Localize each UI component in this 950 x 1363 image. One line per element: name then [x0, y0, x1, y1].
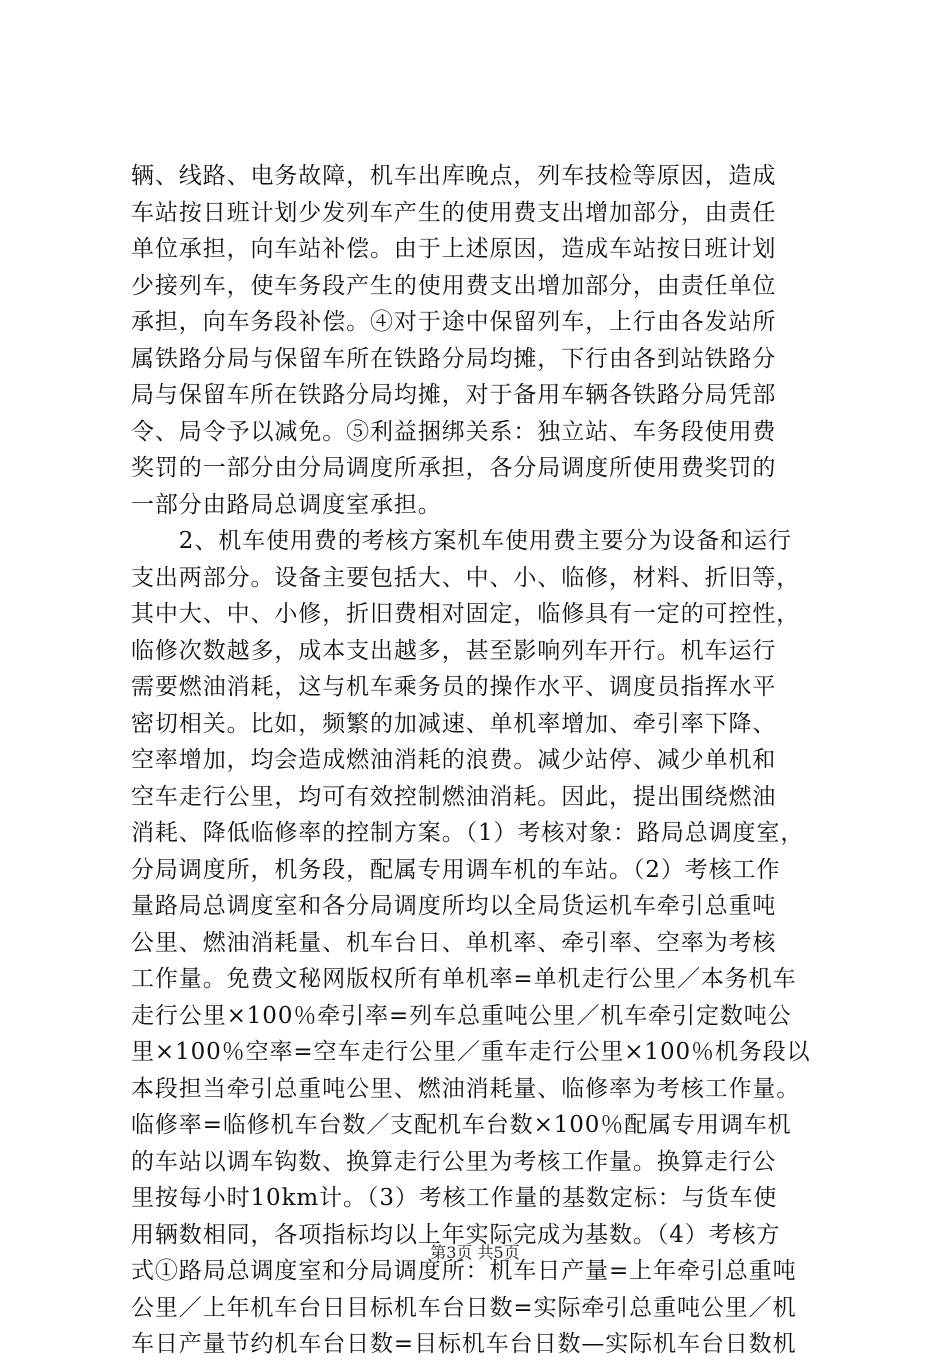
page-number: 第3页 共5页: [430, 1243, 520, 1262]
text-line: 本段担当牵引总重吨公里、燃油消耗量、临修率为考核工作量。: [131, 1075, 801, 1102]
text-line: 辆、线路、电务故障，机车出库晚点，列车技检等原因，造成: [131, 163, 777, 189]
text-line: 需要燃油消耗，这与机车乘务员的操作水平、调度员指挥水平: [131, 674, 777, 700]
text-line: 公里、燃油消耗量、机车台日、单机率、牵引率、空率为考核: [131, 929, 777, 956]
text-line: 一部分由路局总调度室承担。: [131, 491, 442, 518]
page-footer: [0, 1240, 950, 1263]
text-line: 的车站以调车钩数、换算走行公里为考核工作量。换算走行公: [131, 1148, 777, 1175]
text-line: 走行公里×100％牵引率=列车总重吨公里／机车牵引定数吨公: [131, 1002, 792, 1029]
text-line: 密切相关。比如，频繁的加减速、单机率增加、牵引率下降、: [131, 710, 777, 737]
text-line: 承担，向车务段补偿。④对于途中保留列车，上行由各发站所: [131, 309, 777, 335]
text-line: 车站按日班计划少发列车产生的使用费支出增加部分，由责任: [131, 199, 777, 226]
text-line: 少接列车，使车务段产生的使用费支出增加部分，由责任单位: [131, 272, 777, 299]
text-line: 空车走行公里，均可有效控制燃油消耗。因此，提出围绕燃油: [131, 783, 777, 810]
text-line: 其中大、中、小修，折旧费相对固定，临修具有一定的可控性，: [131, 601, 801, 627]
text-line: 工作量。免费文秘网版权所有单机率=单机走行公里／本务机车: [131, 966, 797, 992]
text-line: 用辆数相同，各项指标均以上年实际完成为基数。（4）考核方: [131, 1221, 781, 1248]
text-line: 属铁路分局与保留车所在铁路分局均摊，下行由各到站铁路分: [131, 345, 777, 372]
text-line: 里×100％空率=空车走行公里／重车走行公里×100％机务段以: [131, 1039, 811, 1065]
text-line: 2、机车使用费的考核方案机车使用费主要分为设备和运行: [131, 528, 792, 554]
text-line: 令、局令予以减免。⑤利益捆绑关系：独立站、车务段使用费: [131, 418, 777, 445]
text-line: 式①路局总调度室和分局调度所：机车日产量=上年牵引总重吨: [131, 1258, 797, 1284]
text-line: 临修次数越多，成本支出越多，甚至影响列车开行。机车运行: [131, 637, 777, 664]
text-line: 分局调度所，机务段，配属专用调车机的车站。（2）考核工作: [131, 856, 781, 883]
text-line: 单位承担，向车站补偿。由于上述原因，造成车站按日班计划: [131, 236, 777, 262]
text-line: 奖罚的一部分由分局调度所承担，各分局调度所使用费奖罚的: [131, 455, 777, 481]
text-line: 车日产量节约机车台日数=目标机车台日数—实际机车台日数机: [131, 1331, 797, 1357]
text-line: 支出两部分。设备主要包括大、中、小、临修，材料、折旧等，: [131, 564, 801, 591]
text-line: 公里／上年机车台日目标机车台日数=实际牵引总重吨公里／机: [131, 1294, 797, 1321]
text-line: 里按每小时10km计。（3）考核工作量的基数定标：与货车使: [131, 1185, 778, 1211]
text-line: 空率增加，均会造成燃油消耗的浪费。减少站停、减少单机和: [131, 747, 777, 773]
text-line: 消耗、降低临修率的控制方案。（1）考核对象：路局总调度室，: [131, 820, 805, 846]
body-text: [131, 158, 843, 1363]
text-line: 临修率=临修机车台数／支配机车台数×100％配属专用调车机: [131, 1112, 792, 1138]
text-line: 量路局总调度室和各分局调度所均以全局货运机车牵引总重吨: [131, 893, 777, 919]
text-line: 局与保留车所在铁路分局均摊，对于备用车辆各铁路分局凭部: [131, 382, 777, 408]
